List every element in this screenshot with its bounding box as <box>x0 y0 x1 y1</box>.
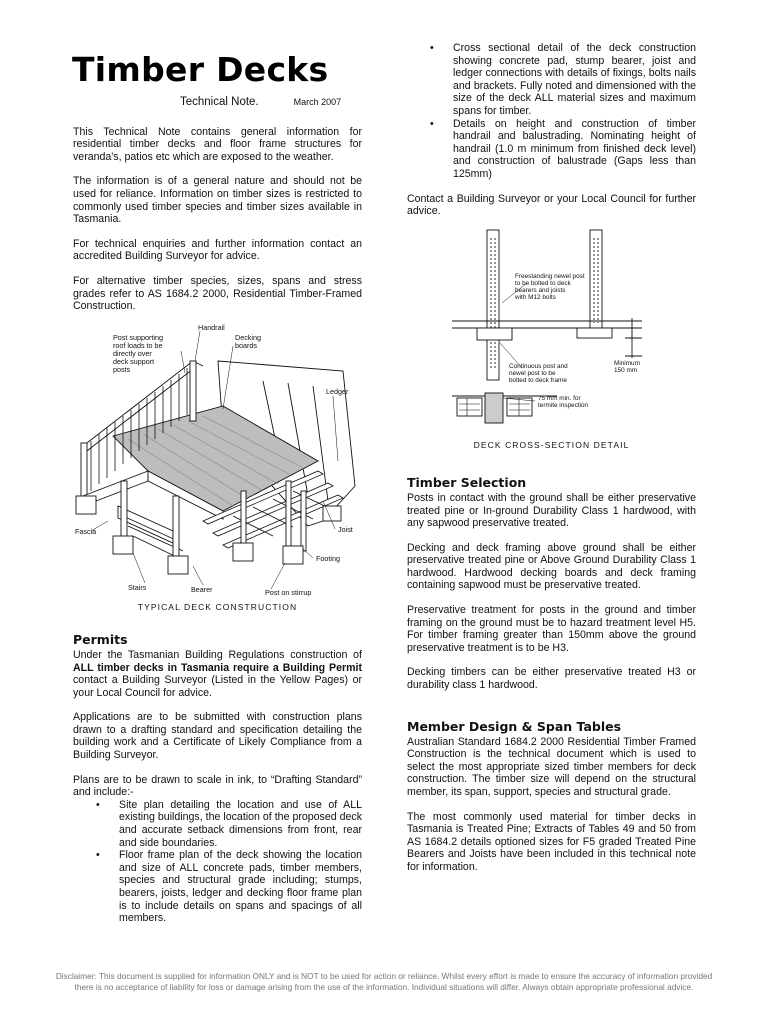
list-item: • Site plan detailing the location and use of ALL existing buildings, the location of the proposed deck and accurate setback dimensions from front, rear and side boundaries. <box>119 799 362 849</box>
list-item: • Cross sectional detail of the deck construction showing concrete pad, stump bearer, joist and ledger connections with details of fixings, bolts nails and brackets. Fully noted and dimensioned with the size of the deck ALL material sizes and maximum spans for timber. <box>453 42 696 118</box>
disclaimer-line-1: Disclaimer: This document is supplied for information ONLY and is NOT to be used for action or reliance. Whilst every effort is made to ensure the accuracy of information provided <box>55 971 713 981</box>
intro-paragraph-2: The information is of a general nature and should not be used for reliance. Information on timber sizes is restricted to commonly used timber species and timber sizes available in Tasmania. <box>73 175 362 226</box>
label-fascia: Fascia <box>75 526 97 536</box>
label-continuous-2: newel post to be <box>509 369 556 377</box>
deck-construction-illustration <box>73 321 362 596</box>
timber-paragraph-4: Decking timbers can be either preservative treated H3 or durability class 1 hardwood. <box>407 666 696 692</box>
label-minimum-1: Minimum <box>614 359 640 367</box>
label-post-support-1: Post supporting <box>113 332 163 342</box>
intro-paragraph-4: For alternative timber species, sizes, spans and stress grades refer to AS 1684.2 2000, Residential Timber-Framed Construction. <box>73 274 362 313</box>
label-newel-1: Freestanding newel post <box>515 272 585 280</box>
timber-paragraph-3: Preservative treatment for posts in the ground and timber framing on the ground must be to hazard treatment level H5. For timber framing greater than 150mm above the ground preservative treatment is to be H3. <box>407 604 696 654</box>
list-item: • Floor frame plan of the deck showing the location and size of ALL concrete pads, timber members, species and structural grade including; stumps, bearers, joists, ledger and decking floor frame plan is to include details on spans and spacings of all members. <box>119 849 362 925</box>
subtitle-row <box>73 96 362 109</box>
label-termite-1: 75 mm min. for <box>538 394 581 402</box>
figure-caption-typical-deck: TYPICAL DECK CONSTRUCTION <box>137 602 298 613</box>
publication-date: March 2007 <box>293 97 342 107</box>
cross-section-figure <box>407 228 696 452</box>
left-column <box>73 52 362 925</box>
label-newel-3: bearers and joists <box>515 286 566 294</box>
label-post-support-3: directly over <box>113 348 152 358</box>
contact-paragraph: Contact a Building Surveyor or your Local Council for further advice. <box>407 192 696 218</box>
disclaimer-line-2: there is no acceptance of liability for loss or damage arising from the use of the information. Individual situations will differ. Always obtain appropriate professional advice. <box>74 981 694 992</box>
intro-paragraph-1: This Technical Note contains general information for residential timber decks and floor frame structures for veranda's, patios etc which are exposed to the weather. <box>73 125 362 163</box>
permits-p1-bold: ALL timber decks in Tasmania require a Building Permit <box>73 661 362 674</box>
timber-selection-heading: Timber Selection <box>407 474 527 490</box>
cross-section-illustration <box>407 228 696 436</box>
permits-paragraph-1 <box>73 649 362 699</box>
intro-paragraph-3: For technical enquiries and further information contact an accredited Building Surveyor for advice. <box>73 237 362 263</box>
label-post-support-4: deck support <box>113 356 155 366</box>
label-post-stirrup: Post on stirrup <box>265 587 312 596</box>
label-joist: Joist <box>338 524 353 534</box>
label-stairs: Stairs <box>128 582 147 592</box>
permits-paragraph-3: Plans are to be drawn to scale in ink, to “Drafting Standard” and include:- <box>73 773 362 799</box>
member-paragraph-1: Australian Standard 1684.2 2000 Residential Timber Framed Construction is the technical document which is used to select the most appropriate sized timber members for deck construction. The timber size will depend on the structural member, its span, support, species and structural grade. <box>407 735 696 798</box>
permits-heading: Permits <box>73 631 128 647</box>
detail-bullet-list <box>407 42 696 181</box>
right-column <box>407 42 696 886</box>
label-post-support-5: posts <box>113 364 131 374</box>
technical-note-label: Technical Note. <box>180 96 259 108</box>
timber-paragraph-2: Decking and deck framing above ground shall be either preservative treated pine or Above Ground Durability Class 1 hardwood. Hardwood decking boards and deck framing containing sapwood must be preservative treated. <box>407 541 696 592</box>
label-minimum-2: 150 mm <box>614 366 638 374</box>
permits-paragraph-2: Applications are to be submitted with construction plans drawn to a drafting standard and specification detailing the building work and a Certificate of Likely Compliance from a Building Surveyor. <box>73 711 362 762</box>
label-bearer: Bearer <box>191 584 213 594</box>
label-termite-2: termite inspection <box>538 401 589 409</box>
plans-bullet-list <box>73 799 362 925</box>
label-footing: Footing <box>316 553 340 563</box>
member-design-heading: Member Design & Span Tables <box>407 718 622 734</box>
label-ledger: Ledger <box>326 386 349 396</box>
label-continuous-3: bolted to deck frame <box>509 376 567 384</box>
figure-caption-cross-section: DECK CROSS-SECTION DETAIL <box>473 440 630 451</box>
permits-p1-start: Under the Tasmanian Building Regulations construction of <box>73 648 362 661</box>
label-decking-1: Decking <box>235 332 261 342</box>
member-paragraph-2: The most commonly used material for timber decks in Tasmania is Treated Pine; Extracts of Tables 49 and 50 from AS 1684.2 details optioned sizes for F5 graded Treated Pine Bearers and Joists have been included in this technical note for information. <box>407 810 696 873</box>
label-newel-2: to be bolted to deck <box>515 279 571 287</box>
typical-deck-figure <box>73 321 362 614</box>
disclaimer <box>0 971 768 992</box>
list-item: • Details on height and construction of timber handrail and balustrading. Nominating height of handrail (1.0 m minimum from finished deck level) and construction of balustrade (Gaps less than 125mm) <box>453 118 696 181</box>
label-continuous-1: Continuous post and <box>509 362 568 370</box>
label-handrail: Handrail <box>198 322 225 332</box>
label-newel-4: with M12 bolts <box>515 293 556 301</box>
timber-paragraph-1: Posts in contact with the ground shall be either preservative treated pine or In-ground Durability Class 1 hardwood, with any sapwood preservative treated. <box>407 491 696 530</box>
label-decking-2: boards <box>235 340 257 350</box>
permits-p1-end: contact a Building Surveyor (Listed in the Yellow Pages) or your Local Council for advice. <box>73 674 362 699</box>
label-post-support-2: roof loads to be <box>113 340 163 350</box>
page-title: Timber Decks <box>72 50 329 89</box>
